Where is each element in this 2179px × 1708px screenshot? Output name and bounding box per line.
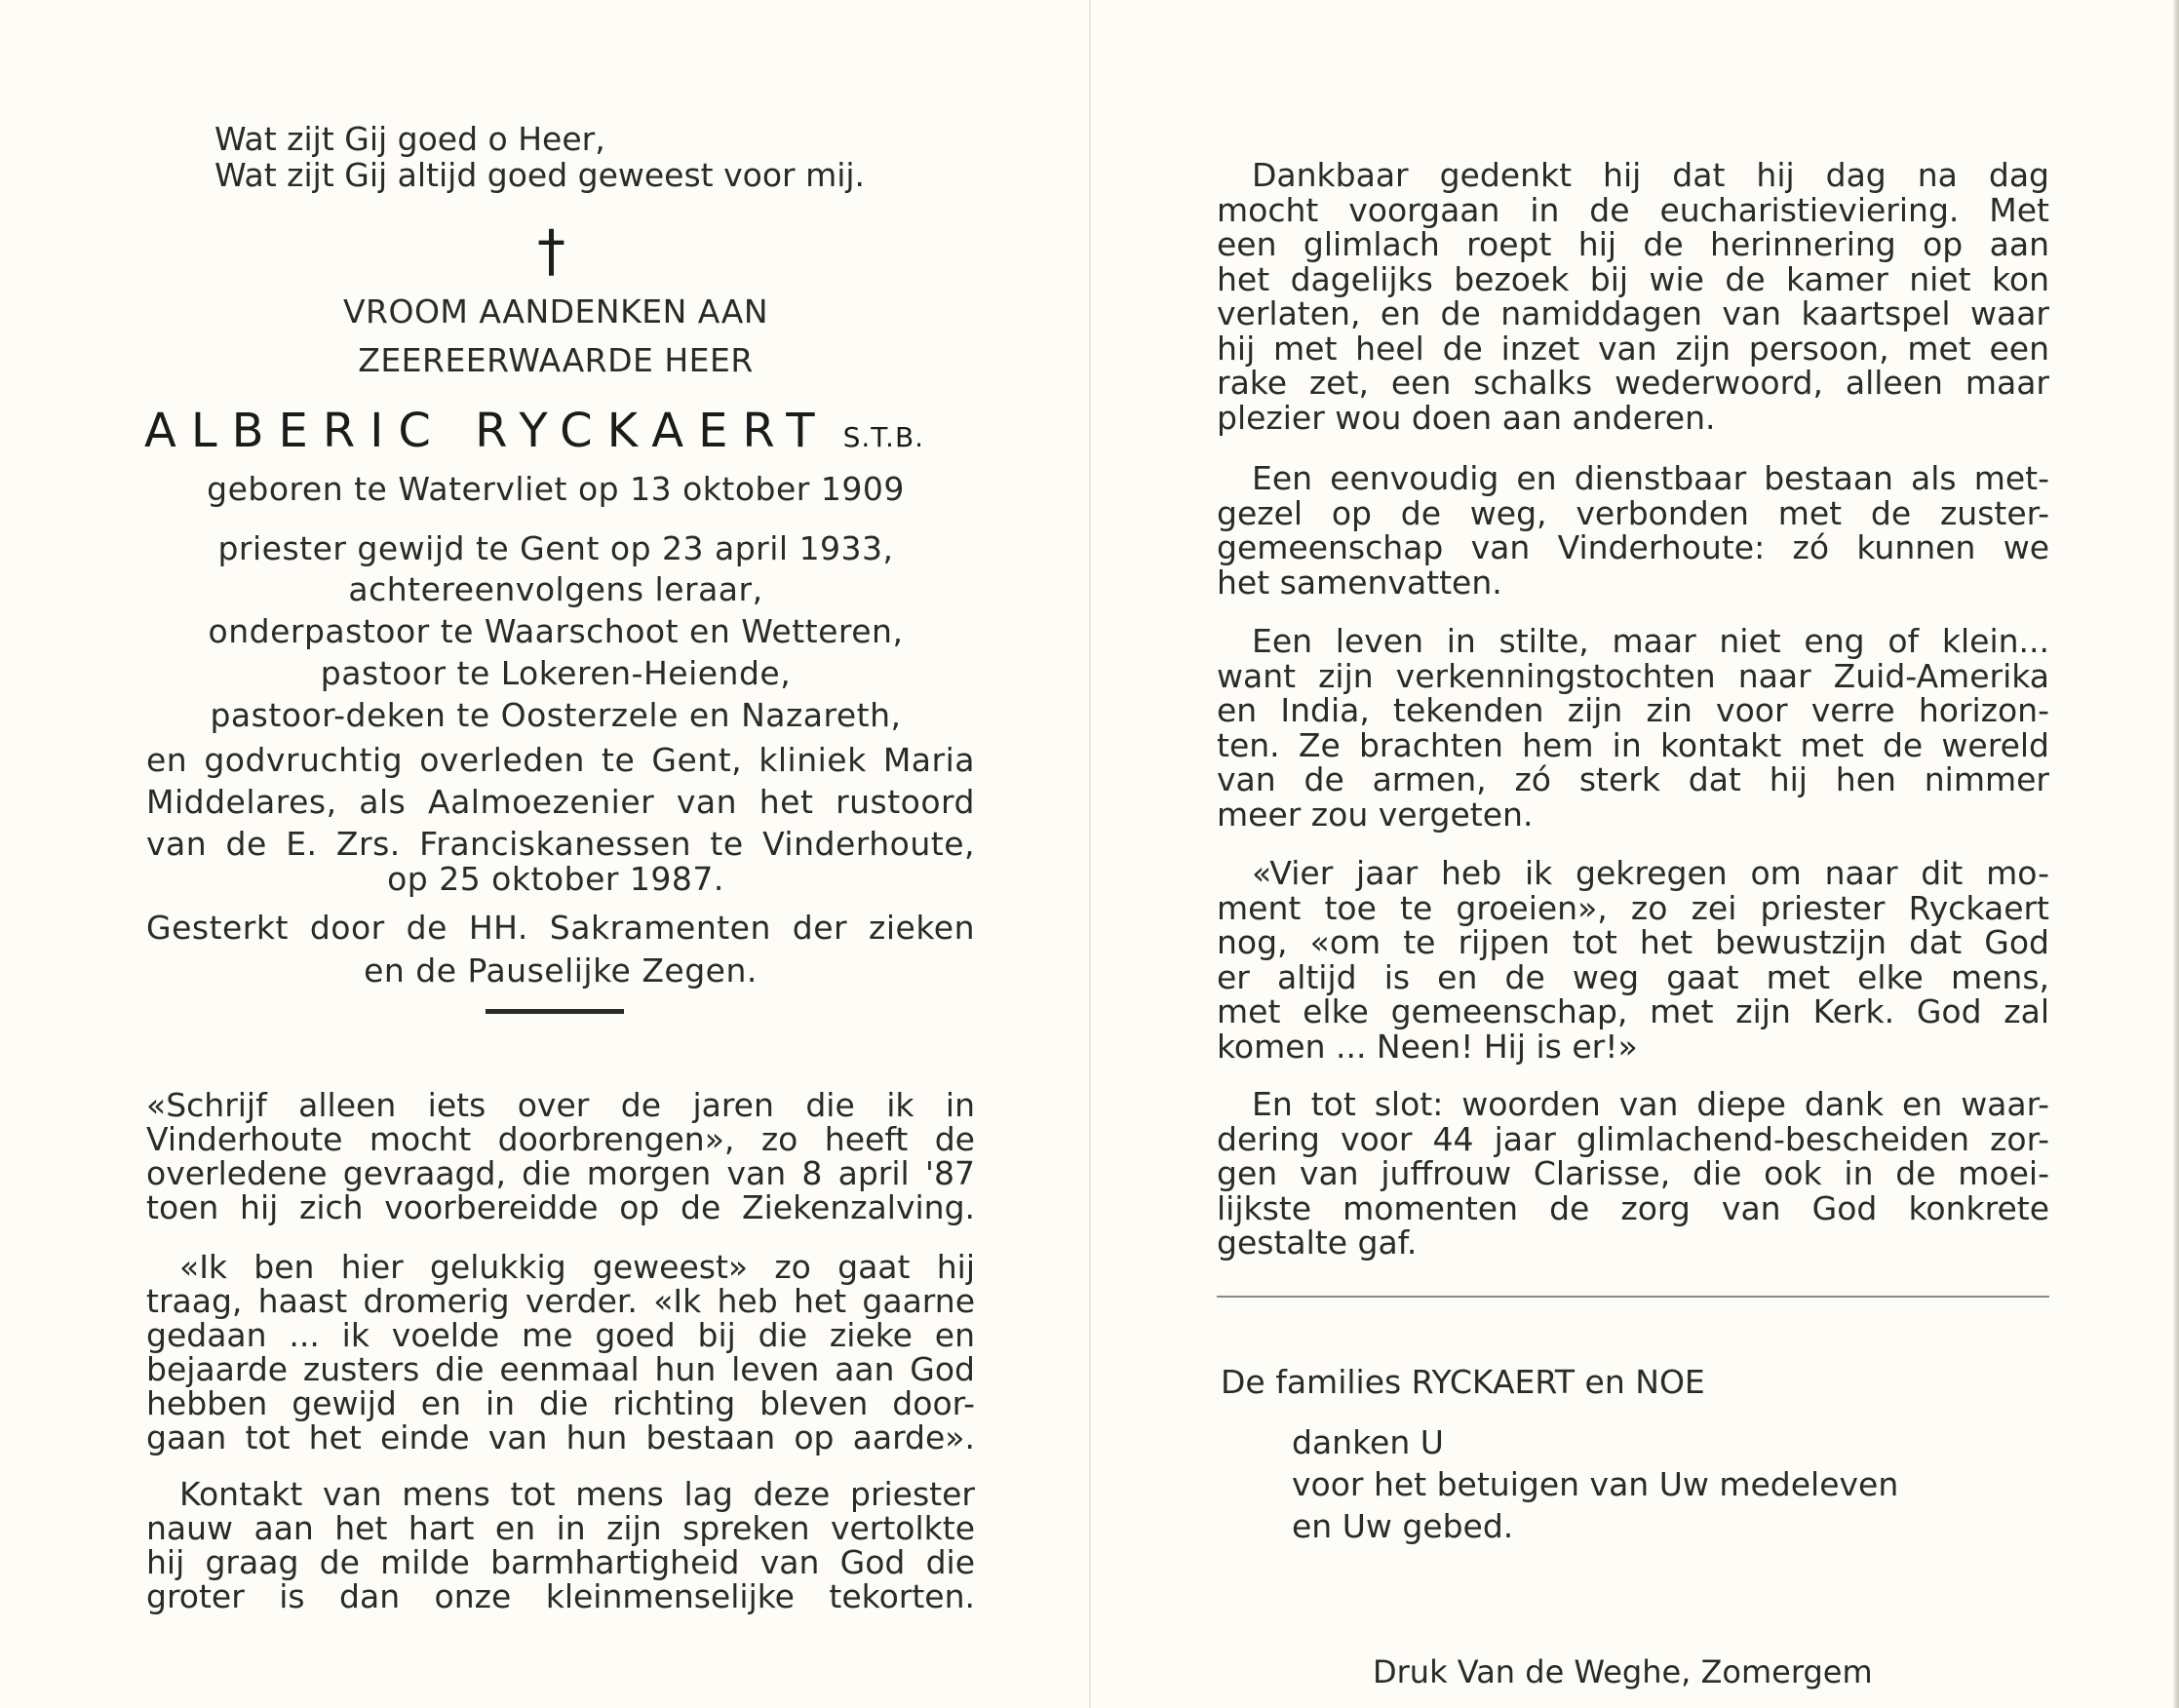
cross-icon: † — [537, 217, 565, 284]
paragraph-line: lijkste momenten de zorg van God konkrete — [1217, 1188, 2049, 1227]
paragraph-line: van de armen, zó sterk dat hij hen nimmer — [1217, 760, 2049, 798]
divider — [486, 1009, 624, 1014]
motto — [214, 121, 865, 193]
sacraments-line: en de Pauselijke Zegen. — [364, 951, 758, 990]
paragraph-line: En tot slot: woorden van diepe dank en waar- — [1252, 1085, 2049, 1123]
career-line: onderpastoor te Waarschoot en Wetteren, — [208, 612, 904, 650]
paragraph-line: hij met heel de inzet van zijn persoon, met een — [1217, 329, 2049, 368]
paragraph-line: Dankbaar gedenkt hij dat hij dag na dag — [1252, 156, 2049, 194]
paragraph-line: dering voor 44 jaar glimlachend-bescheiden zor- — [1217, 1119, 2049, 1158]
paragraph-line: met elke gemeenschap, met zijn Kerk. God zal — [1217, 992, 2049, 1030]
career-line: pastoor te Lokeren-Heiende, — [320, 654, 792, 692]
motto-line: Wat zijt Gij altijd goed geweest voor mij. — [214, 156, 866, 194]
paragraph-line: nauw aan het hart en in zijn spreken vertolkte — [146, 1509, 975, 1547]
paragraph-line: er altijd is en de weg gaat met elke mens, — [1217, 957, 2049, 996]
death-paragraph — [146, 739, 975, 865]
divider — [1217, 1296, 2049, 1298]
left-paragraph-2 — [146, 1250, 975, 1455]
paragraph-line: plezier wou doen aan anderen. — [1217, 398, 1716, 437]
paragraph-line: Een eenvoudig en dienstbaar bestaan als met- — [1252, 459, 2049, 497]
left-paragraph-3 — [146, 1477, 975, 1613]
heading-in-memory: VROOM AANDENKEN AAN — [342, 292, 769, 330]
paragraph-line: en India, tekenden zijn zin voor verre horizon- — [1217, 691, 2049, 729]
paragraph-line: want zijn verkenningstochten naar Zuid-Amerika — [1217, 656, 2049, 695]
paragraph-line: nog, «om te rijpen tot het bewustzijn dat God — [1217, 923, 2049, 961]
card-edge-shadow — [2173, 0, 2179, 1708]
right-paragraph-4 — [1217, 856, 2049, 1064]
birth-line: geboren te Watervliet op 13 oktober 1909 — [207, 470, 905, 508]
paragraph-line: het samenvatten. — [1217, 563, 1502, 602]
sacraments-line: Gesterkt door de HH. Sakramenten der zieken — [146, 909, 975, 947]
paragraph-line: gedaan ... ik voelde me goed bij die zieke en — [146, 1316, 975, 1354]
paragraph-line: komen ... Neen! Hij is er!» — [1217, 1027, 1638, 1066]
thanks-line: danken U — [1292, 1423, 1444, 1461]
paragraph-line: gezel op de weg, verbonden met de zuster- — [1217, 493, 2049, 532]
right-paragraph-5 — [1217, 1087, 2049, 1261]
families-line: De families RYCKAERT en NOE — [1221, 1363, 1705, 1401]
paragraph-line: ten. Ze brachten hem in kontakt met de wereld — [1217, 725, 2049, 764]
paragraph-line: «Schrijf alleen iets over de jaren die ik in — [146, 1086, 975, 1124]
paragraph-line: gestalte gaf. — [1217, 1223, 1418, 1262]
paragraph-line: «Ik ben hier gelukkig geweest» zo gaat hij — [179, 1248, 975, 1286]
paragraph-line: overledene gevraagd, die morgen van 8 april '87 — [146, 1154, 975, 1192]
left-paragraph-1 — [146, 1088, 975, 1224]
right-paragraph-3 — [1217, 624, 2049, 832]
motto-line: Wat zijt Gij goed o Heer, — [214, 120, 605, 158]
death-date: op 25 oktober 1987. — [387, 860, 724, 898]
paragraph-line: gemeenschap van Vinderhoute: zó kunnen we — [1217, 528, 2049, 566]
paragraph-line: toen hij zich voorbereidde op de Ziekenzalving. — [146, 1188, 975, 1226]
card-fold — [1089, 0, 1091, 1708]
heading-title: ZEEREERWAARDE HEER — [358, 341, 754, 379]
paragraph-line: meer zou vergeten. — [1217, 795, 1534, 834]
career-line: pastoor-deken te Oosterzele en Nazareth, — [210, 696, 902, 734]
paragraph-line: traag, haast dromerig verder. «Ik heb het gaarne — [146, 1282, 975, 1320]
paragraph-line: bejaarde zusters die eenmaal hun leven aan God — [146, 1350, 975, 1388]
paragraph-line: ment toe te groeien», zo zei priester Ryckaert — [1217, 888, 2049, 927]
death-line: en godvruchtig overleden te Gent, kliniek Maria — [146, 741, 975, 779]
thanks-line: voor het betuigen van Uw medeleven — [1292, 1465, 1899, 1503]
paragraph-line: rake zet, een schalks wederwoord, alleen maar — [1217, 364, 2049, 402]
deceased-degree: S.T.B. — [842, 421, 925, 453]
paragraph-line: gaan tot het einde van hun bestaan op aarde». — [146, 1418, 975, 1456]
deceased-name-text: ALBERIC RYCKAERT — [144, 404, 830, 458]
right-paragraph-2 — [1217, 461, 2049, 600]
paragraph-line: Vinderhoute mocht doorbrengen», zo heeft de — [146, 1120, 975, 1158]
thanks-line: en Uw gebed. — [1292, 1507, 1514, 1545]
paragraph-line: «Vier jaar heb ik gekregen om naar dit mo- — [1252, 854, 2049, 892]
paragraph-line: mocht voorgaan in de eucharistieviering. Met — [1217, 190, 2049, 229]
right-paragraph-1 — [1217, 158, 2049, 435]
death-line: van de E. Zrs. Franciskanessen te Vinderhoute, — [146, 825, 975, 863]
paragraph-line: het dagelijks bezoek bij wie de kamer niet kon — [1217, 259, 2049, 298]
paragraph-line: een glimlach roept hij de herinnering op aan — [1217, 225, 2049, 263]
thanks-block — [1292, 1421, 1898, 1547]
deceased-name — [144, 404, 924, 465]
printer-credit: Druk Van de Weghe, Zomergem — [1373, 1653, 1873, 1690]
paragraph-line: Kontakt van mens tot mens lag deze priester — [179, 1475, 975, 1513]
paragraph-line: groter is dan onze kleinmenselijke tekorten. — [146, 1577, 975, 1615]
paragraph-line: Een leven in stilte, maar niet eng of klein... — [1252, 622, 2049, 660]
paragraph-line: hebben gewijd en in die richting bleven door- — [146, 1384, 975, 1422]
paragraph-line: hij graag de milde barmhartigheid van God die — [146, 1543, 975, 1581]
career-line: priester gewijd te Gent op 23 april 1933, — [217, 529, 894, 567]
career-line: achtereenvolgens leraar, — [348, 570, 763, 608]
death-line: Middelares, als Aalmoezenier van het rustoord — [146, 783, 975, 821]
paragraph-line: gen van juffrouw Clarisse, die ook in de moei- — [1217, 1154, 2049, 1192]
paragraph-line: verlaten, en de namiddagen van kaartspel waar — [1217, 294, 2049, 332]
sacraments — [146, 907, 975, 992]
